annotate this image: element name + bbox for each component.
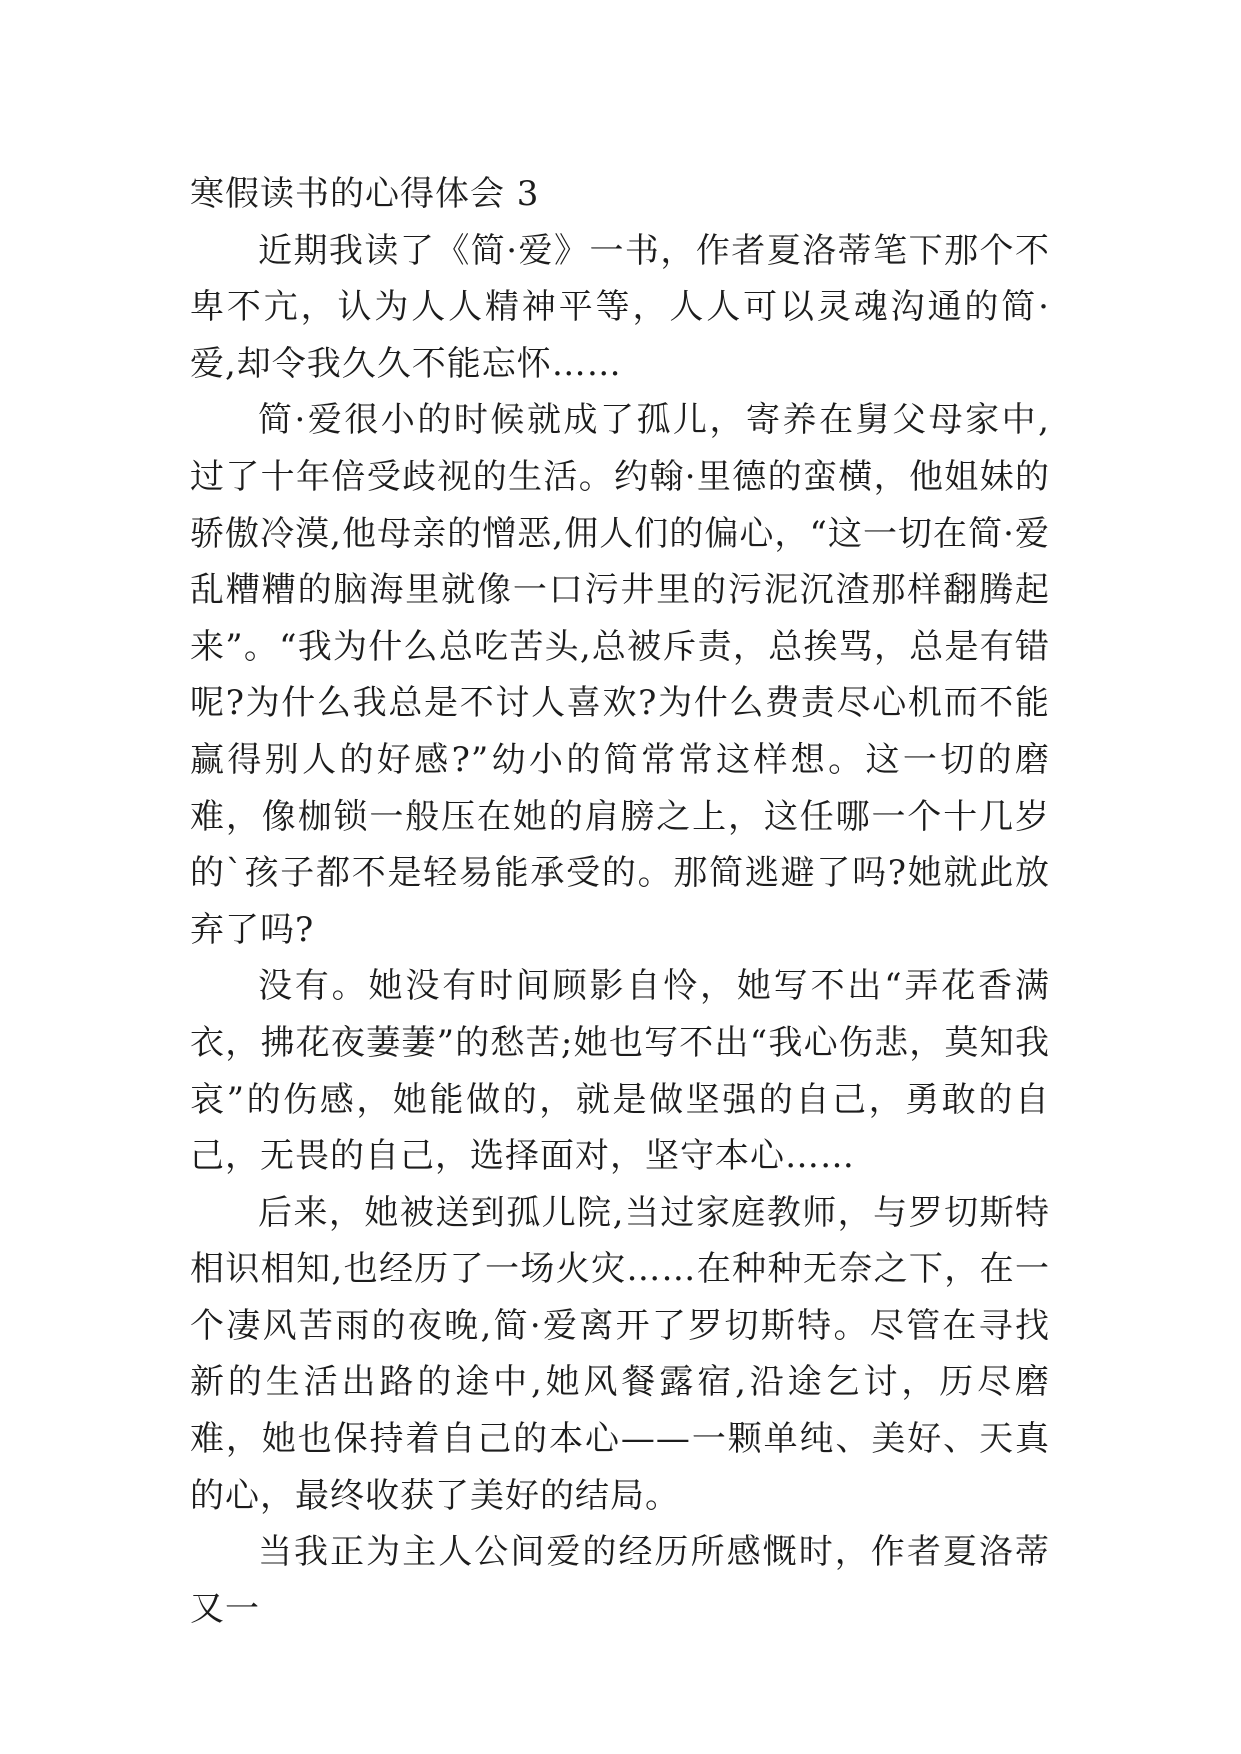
paragraph-5: 当我正为主人公间爱的经历所感慨时，作者夏洛蒂又一 [190, 1532, 1050, 1629]
paragraph-2: 简·爱很小的时候就成了孤儿，寄养在舅父母家中,过了十年倍受歧视的生活。约翰·里德的蛮横，他姐妹的骄傲冷漠,他母亲的憎恶,佣人们的偏心，“这一切在简·爱乱糟糟的脑海里就像一口污井里的污泥沉渣那样翻腾起来”。“我为什么总吃苦头,总被斥责，总挨骂，总是有错呢?为什么我总是不讨人喜欢?为什么费责尽心机而不能赢得别人的好感?”幼小的简常常这样想。这一切的磨难，像枷锁一般压在她的肩膀之上，这任哪一个十几岁的`孩子都不是轻易能承受的。那简逃避了吗?她就此放弃了吗? [190, 400, 1050, 950]
paragraph-1: 近期我读了《简·爱》一书，作者夏洛蒂笔下那个不卑不亢，认为人人精神平等，人人可以灵魂沟通的简·爱,却令我久久不能忘怀…… [190, 230, 1050, 384]
document-body [190, 166, 1050, 1637]
document-title: 寒假读书的心得体会 3 [190, 174, 540, 214]
paragraph-3: 没有。她没有时间顾影自怜，她写不出“弄花香满衣，拂花夜萋萋”的愁苦;她也写不出“我心伤悲，莫知我哀”的伤感，她能做的，就是做坚强的自己，勇敢的自己，无畏的自己，选择面对，坚守本心…… [190, 966, 1050, 1177]
paragraph-4: 后来，她被送到孤儿院,当过家庭教师，与罗切斯特相识相知,也经历了一场火灾……在种种无奈之下，在一个凄风苦雨的夜晚,简·爱离开了罗切斯特。尽管在寻找新的生活出路的途中,她风餐露宿,沿途乞讨，历尽磨难，她也保持着自己的本心——一颗单纯、美好、天真的心，最终收获了美好的结局。 [190, 1192, 1050, 1516]
